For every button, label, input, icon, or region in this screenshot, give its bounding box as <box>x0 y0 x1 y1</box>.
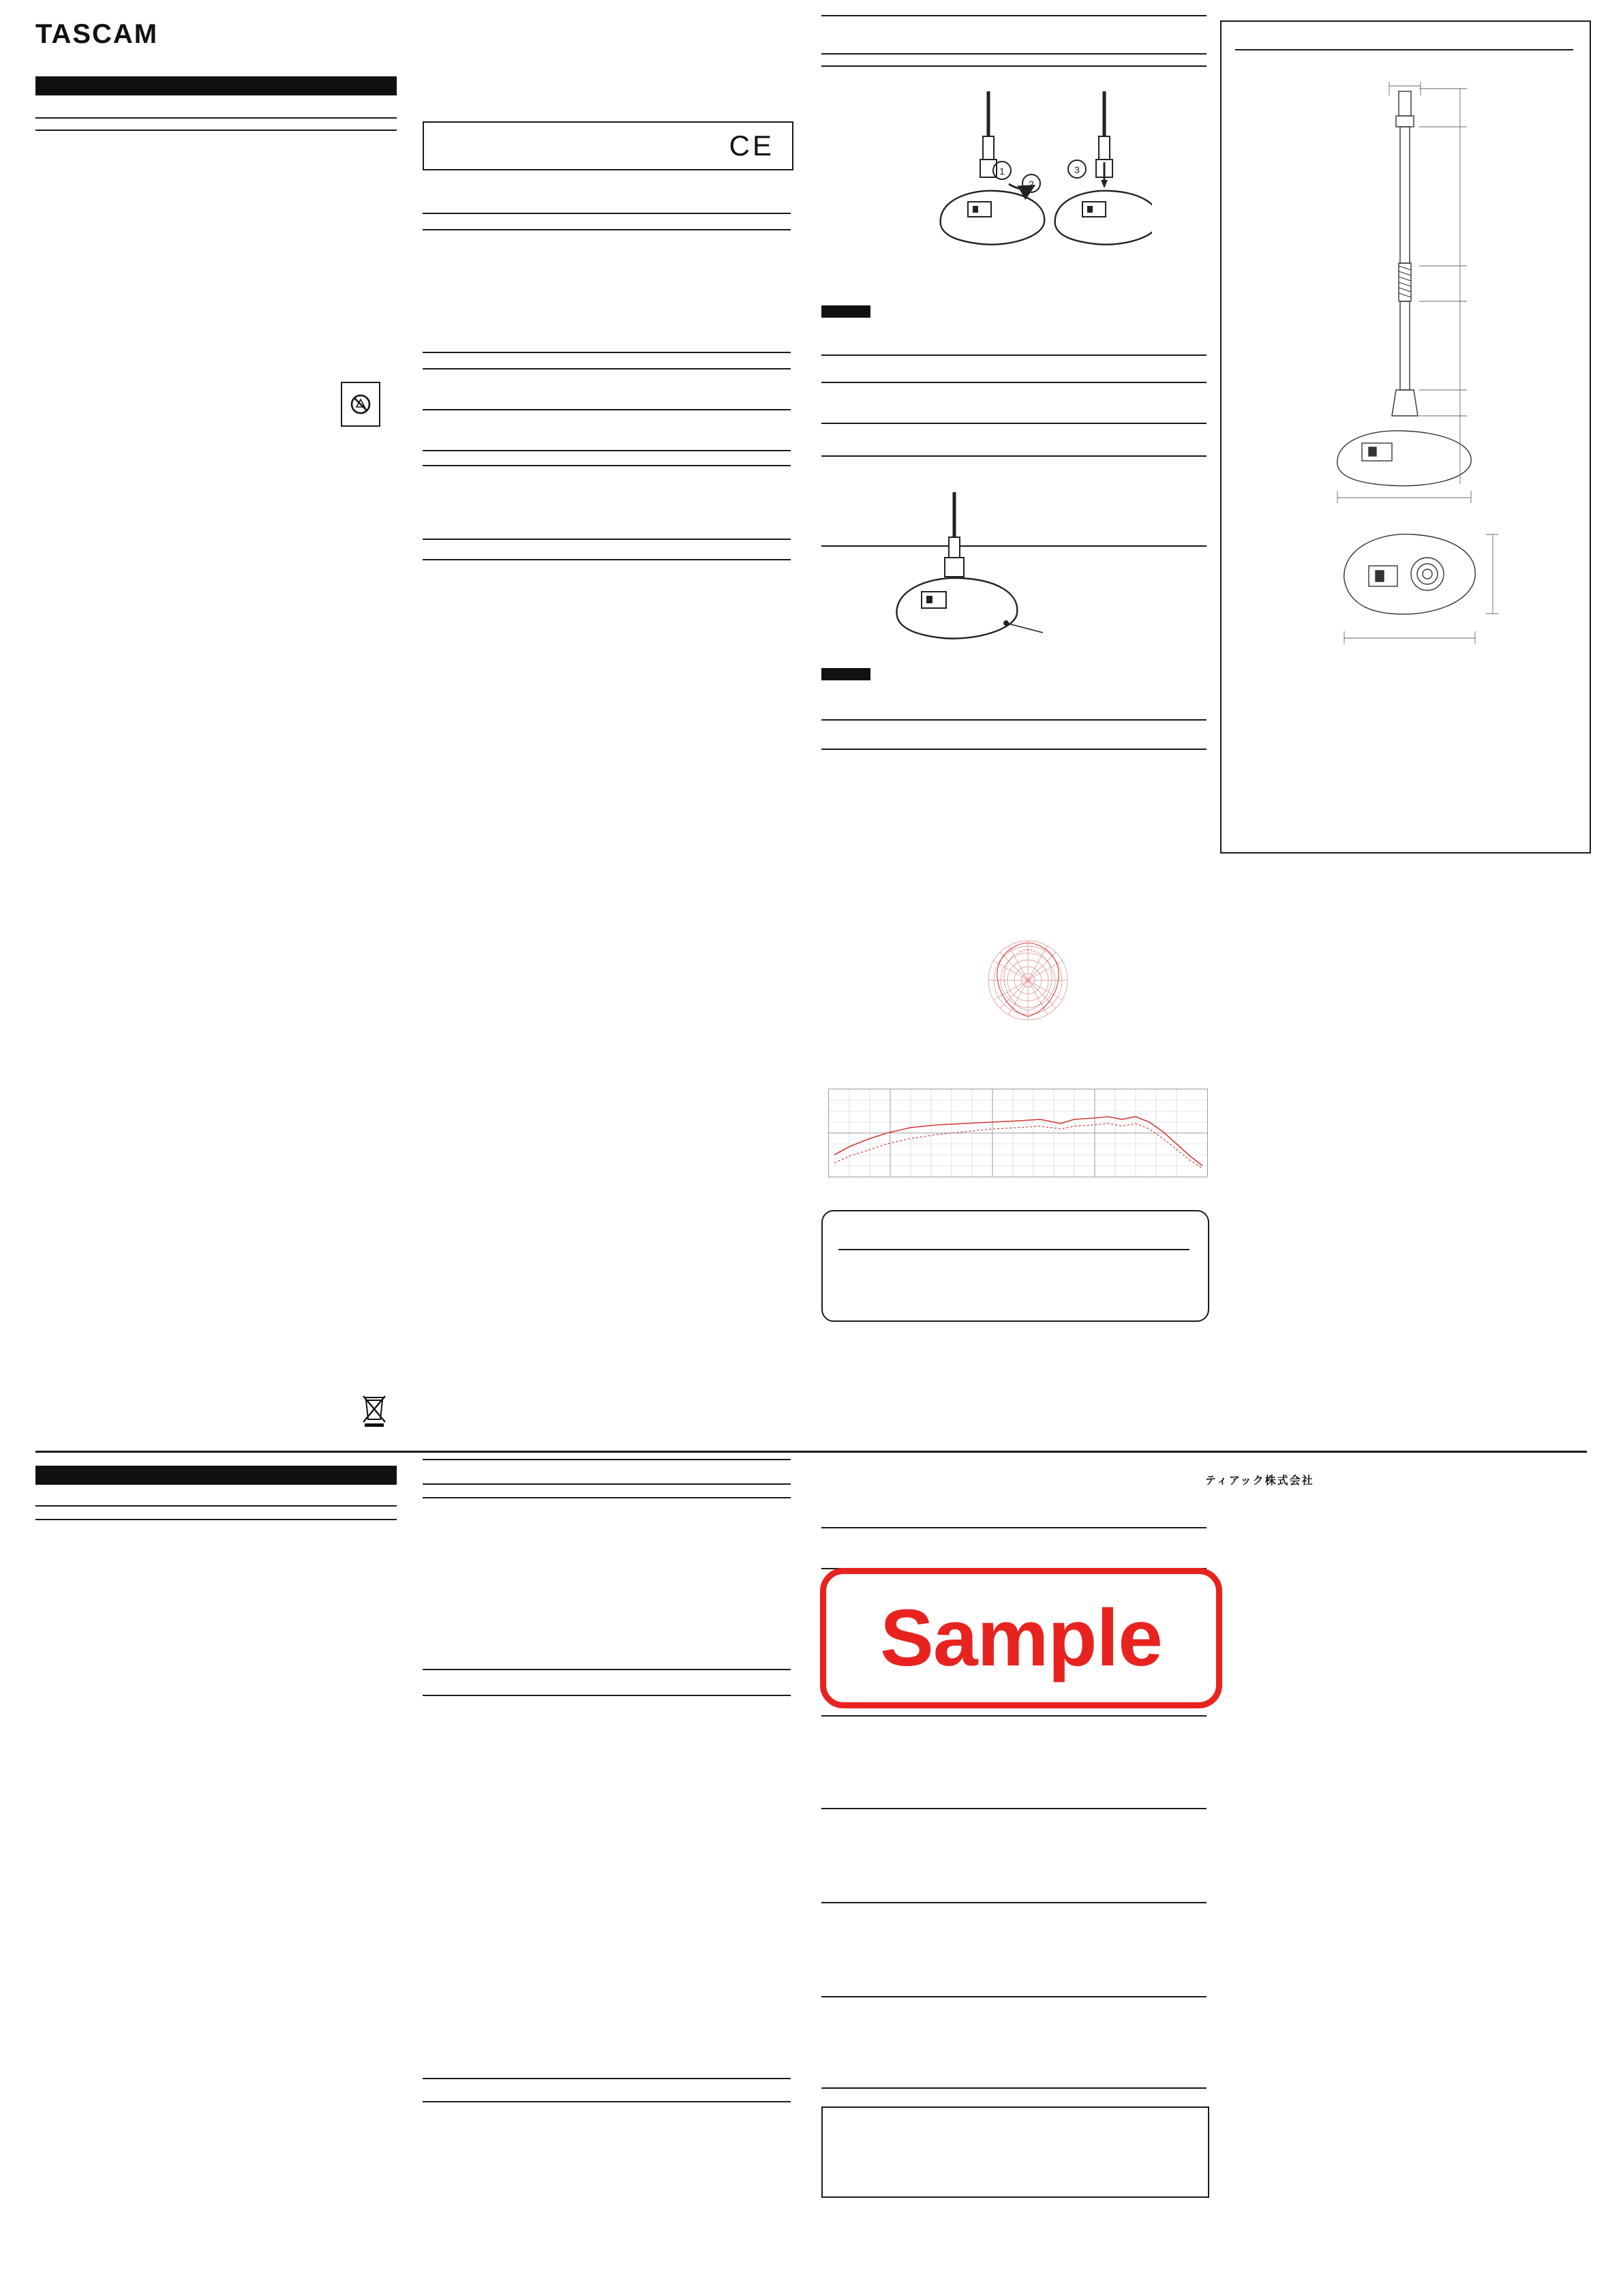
figure-col-rule-2 <box>821 53 1207 55</box>
figure-col-rule-7 <box>821 455 1207 457</box>
frequency-response-chart <box>828 1089 1208 1177</box>
svg-text:1: 1 <box>999 166 1005 177</box>
svg-text:3: 3 <box>1074 164 1080 175</box>
polar-pattern-chart <box>984 936 1072 1025</box>
freq-curve-on-axis <box>834 1117 1202 1166</box>
bottom-mid-rule-4 <box>423 1669 791 1670</box>
weee-bin-icon <box>358 1391 391 1429</box>
figure-col-rule-9 <box>821 719 1207 721</box>
svg-text:2: 2 <box>1029 179 1034 190</box>
japanese-company-name: ティアック株式会社 <box>1205 1474 1314 1487</box>
top-left-rule-2 <box>35 130 397 131</box>
mid-rule-9 <box>423 559 791 560</box>
bottom-mid-rule-2 <box>423 1483 791 1485</box>
bottom-right-rule-5 <box>821 1902 1207 1903</box>
figure-col-rule-3 <box>821 65 1207 67</box>
no-disassembly-icon <box>348 392 373 417</box>
bottom-right-rule-4 <box>821 1808 1207 1809</box>
freq-curve-off-axis <box>834 1123 1202 1168</box>
tascam-logo: TASCAM <box>35 19 159 49</box>
no-disassembly-symbol <box>341 382 380 427</box>
mid-rule-5 <box>423 409 791 410</box>
mid-rule-2 <box>423 229 791 230</box>
top-left-section-band <box>35 76 397 95</box>
chart-note-box <box>821 1210 1209 1322</box>
mid-rule-8 <box>423 539 791 540</box>
chart-note-rule <box>838 1249 1189 1250</box>
mic-connection-figure <box>907 89 1152 307</box>
mid-rule-3 <box>423 352 791 353</box>
bottom-left-section-band <box>35 1466 397 1485</box>
dimension-frame-inner-rule <box>1235 49 1573 50</box>
dimension-drawing <box>1235 61 1573 825</box>
figure-col-rule-10 <box>821 749 1207 750</box>
bottom-mid-rule-7 <box>423 2101 791 2102</box>
bottom-right-rule-7 <box>821 2087 1207 2089</box>
bottom-mid-rule-3 <box>423 1497 791 1498</box>
mic-base-switch-figure <box>873 489 1077 646</box>
bottom-left-rule-2 <box>35 1519 397 1520</box>
mid-rule-6 <box>423 450 791 451</box>
bottom-section-top-rule <box>35 1451 1587 1453</box>
bottom-right-rule-3 <box>821 1715 1207 1717</box>
bottom-right-rule-6 <box>821 1996 1207 1997</box>
figure-col-band-2 <box>821 668 870 680</box>
figure-col-band-1 <box>821 305 870 318</box>
top-left-rule-1 <box>35 117 397 119</box>
sample-stamp-text: Sample <box>880 1593 1162 1683</box>
ce-mark-icon: CE <box>729 130 774 162</box>
bottom-right-address-box <box>821 2106 1209 2198</box>
bottom-left-rule-1 <box>35 1505 397 1507</box>
figure-col-rule-4 <box>821 354 1207 356</box>
bottom-mid-rule-6 <box>423 2078 791 2079</box>
bottom-mid-rule-1 <box>423 1459 791 1460</box>
bottom-right-rule-1 <box>821 1527 1207 1528</box>
mid-rule-1 <box>423 213 791 214</box>
figure-col-rule-5 <box>821 382 1207 383</box>
mid-rule-4 <box>423 368 791 369</box>
bottom-mid-rule-5 <box>423 1695 791 1696</box>
ce-declaration-box <box>423 121 793 170</box>
sample-stamp <box>820 1568 1222 1708</box>
mid-rule-7 <box>423 465 791 466</box>
figure-col-rule-1 <box>821 15 1207 16</box>
figure-col-rule-6 <box>821 423 1207 424</box>
weee-crossed-bin-symbol <box>358 1391 391 1429</box>
